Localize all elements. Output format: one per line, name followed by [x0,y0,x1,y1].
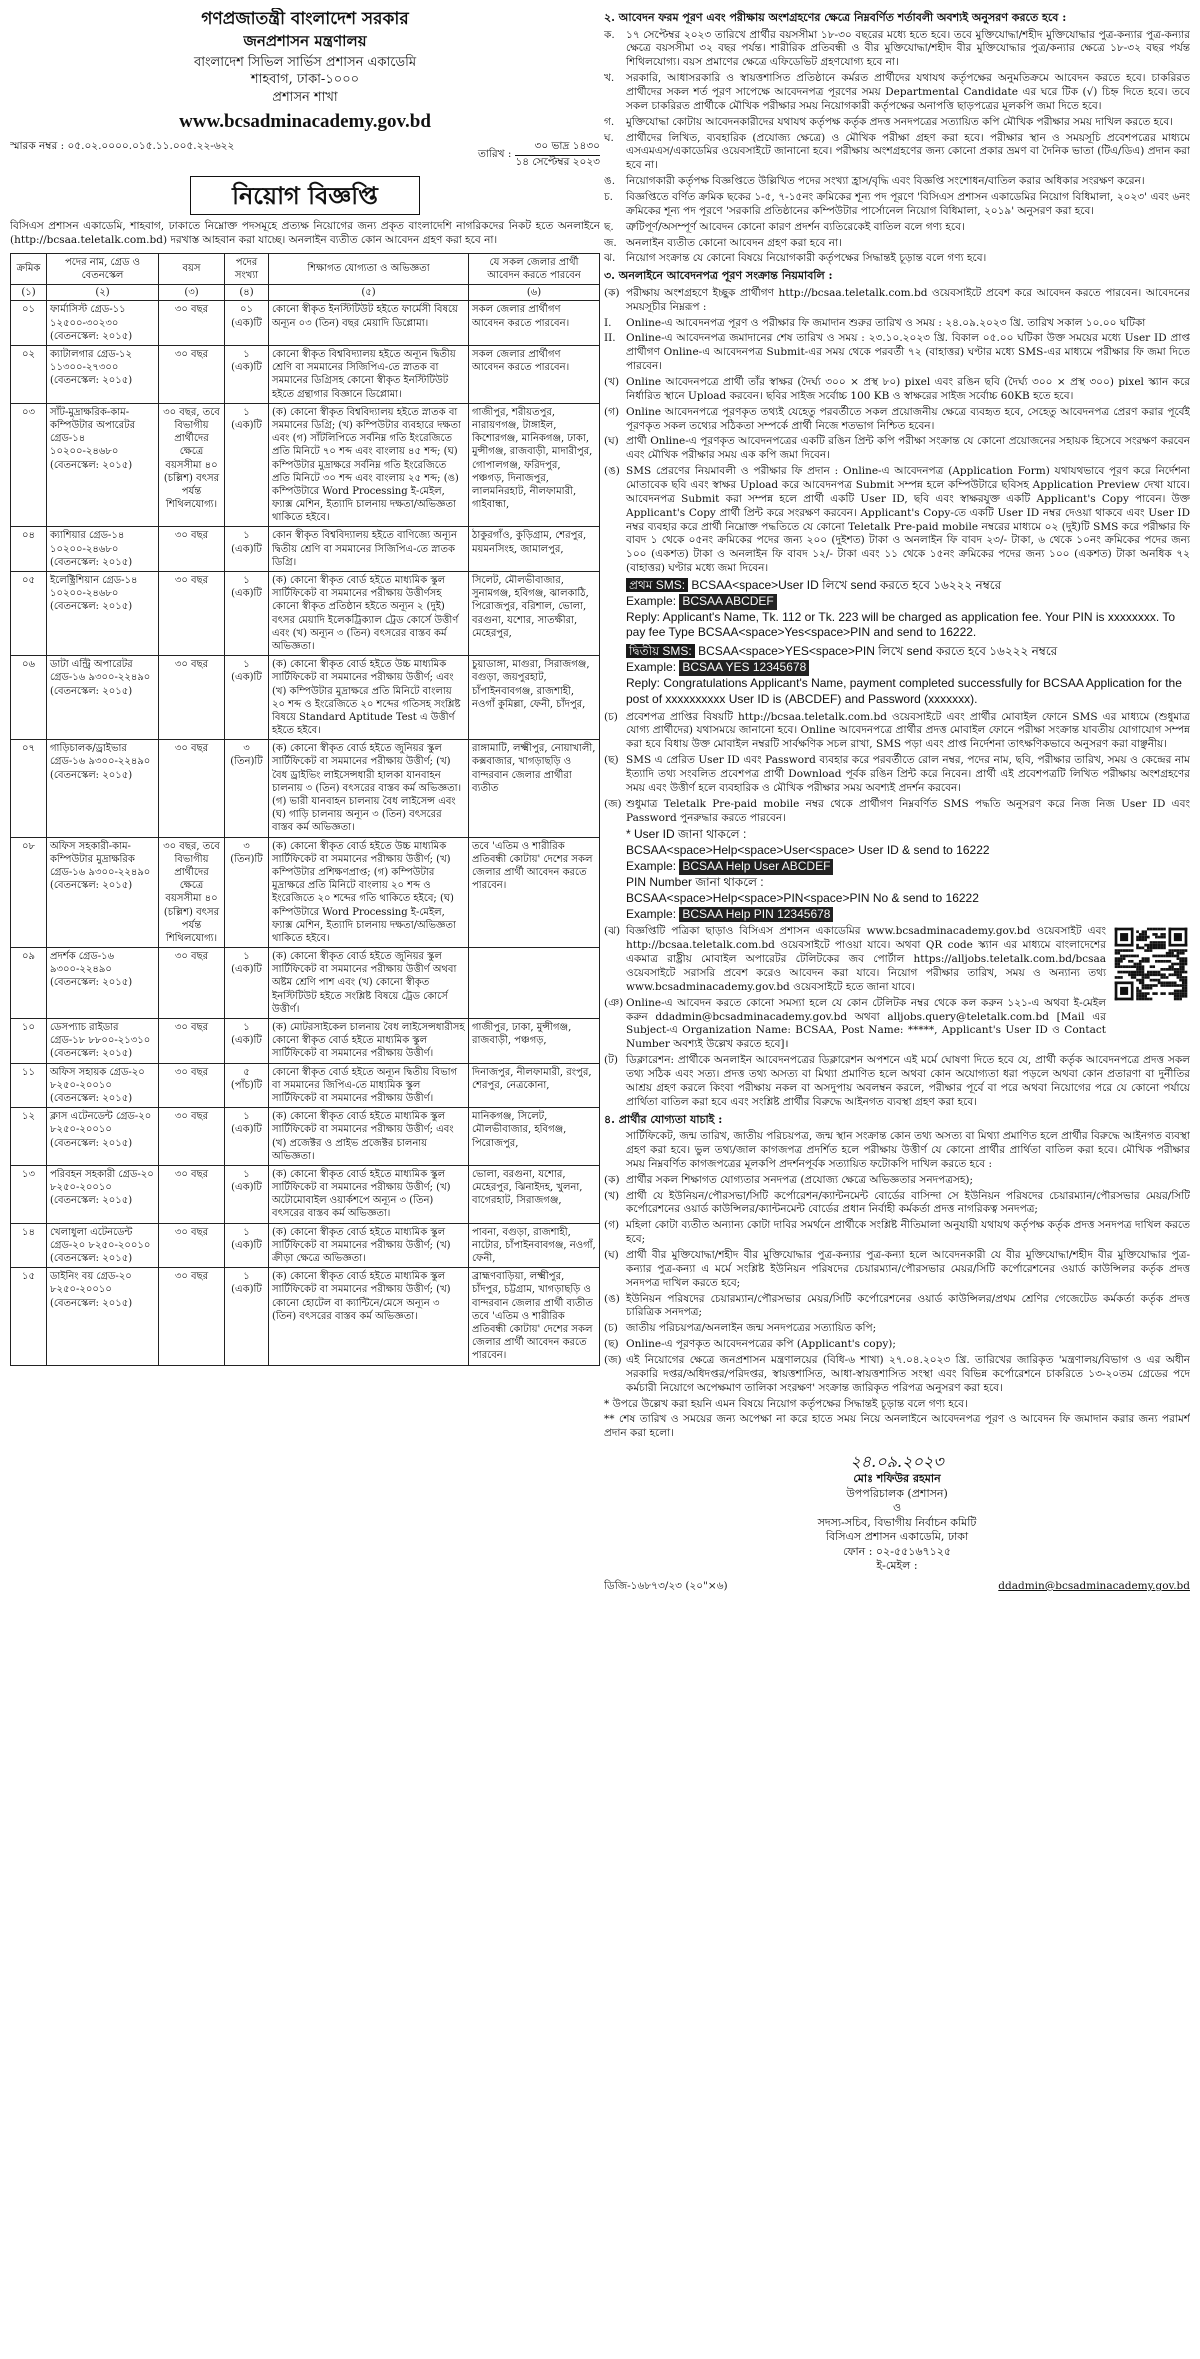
list-item-label: (ছ) [604,754,619,767]
signer-phone: ফোন : ০২-৫৫১৬৭১২৫ [842,1544,952,1558]
colnum: (৩) [159,285,225,301]
list-item [604,1190,1190,1218]
cell-serial: ০৯ [11,948,47,1019]
list-item-text: নিয়োগকারী কর্তৃপক্ষ বিজ্ঞপ্তিতে উল্লিখিত পদের সংখ্যা হ্রাস/বৃদ্ধি এবং বিজ্ঞপ্তি সংশোধন/বাতিল করার অধিকার সংরক্ষণ করেন। [626,175,1145,188]
list-item-label: (ঘ) [604,435,619,448]
header-address: শাহবাগ, ঢাকা-১০০০ [250,72,360,88]
list-item-text: ১৭ সেপ্টেম্বর ২০২৩ তারিখে প্রার্থীর বয়সসীমা ১৮-৩০ বছরের মধ্যে হতে হবে। তবে মুক্তিযোদ্ধা/শহীদ মুক্তিযোদ্ধার পুত্র-কন্যার পুত্র-কন্যার ক্ষেত্রে বয়সসীমা ৩২ বছর পর্যন্ত। শারীরিক প্রতিবন্ধী ও বীর মুক্তিযোদ্ধা/শহীদ বীর মুক্তিযোদ্ধার পুত্র/কন্যার ক্ষেত্রে ১৮-৩২ বছর পর্যন্ত শিথিলযোগ্য। বয়স প্রমাণের ক্ষেত্রে এফিডেভিট গ্রহণযোগ্য হবে না। [626,28,1190,69]
table-row [11,656,600,740]
cell-post: ক্যাটালগার গ্রেড-১২ ১১৩০০-২৭৩০০ (বেতনস্কেল: ২০১৫) [47,346,159,404]
colnum: (৬) [469,285,600,301]
list-item-label: (চ) [604,710,618,723]
list-item [604,237,1190,251]
online-title: ৩. অনলাইনে আবেদনপত্র পূরণ সংক্রান্ত নিয়মাবলি : [604,269,833,283]
list-item-label: চ. [604,190,614,203]
list-item [604,1219,1190,1247]
list-item-label: (ঙ) [604,465,620,478]
header-academy: বাংলাদেশ সিভিল সার্ভিস প্রশাসন একাডেমি [193,55,417,71]
cell-age: ৩০ বছর [159,1108,225,1166]
cell-post: খেলাধুলা এটেনডেন্ট গ্রেড-২০ ৮২৫০-২০০১০ (বেতনস্কেল: ২০১৫) [47,1223,159,1268]
list-item [604,132,1190,174]
list-item-text: SMS এ প্রেরিত User ID এবং Password ব্যবহার করে পরবর্তীতে রোল নম্বর, পদের নাম, ছবি, পরীক্ষার তারিখ, সময় ও কেন্দ্রের নাম ইত্যাদি তথ্য সংবলিত প্রবেশপত্র প্রার্থী Download পূর্বক রঙিন প্রিন্ট করে নিবেন। প্রার্থী এই প্রবেশপত্রটি লিখিত পরীক্ষায় অংশগ্রহণের সময় এবং উত্তীর্ণ হলে ব্যবহারিক ও মৌখিক পরীক্ষার সময় অবশ্যই প্রদর্শন করবেন। [626,754,1190,794]
signer-designation: উপপরিচালক (প্রশাসন) [846,1486,948,1500]
cell-post: ফার্মাসিস্ট গ্রেড-১১ ১২৫০০-৩০২৩০ (বেতনস্কেল: ২০১৫) [47,301,159,346]
online-list-3 [604,925,1190,1109]
cell-serial: ১৪ [11,1223,47,1268]
list-item-text: এই নিয়োগের ক্ষেত্রে জনপ্রশাসন মন্ত্রণালয়ের (বিধি-৬ শাখা) ২৭.০৪.২০২৩ খ্রি. তারিখের জারিকৃত 'মন্ত্রণালয়/বিভাগ ও এর অধীন সরকারি দপ্তর/অধিদপ্তর/পরিদপ্তর, স্বায়ত্তশাসিত, আধা-স্বায়ত্তশাসিত সংস্থা এবং বিভিন্ন কর্পোরেশনে চাকরিতে ১৩-২০তম গ্রেডের পদে কর্মচারী নিয়োগে অপেক্ষমাণ তালিকা সংরক্ষণ' সংক্রান্ত জারিকৃত পরিপত্র অনুসরণ করা হবে। [626,1354,1190,1394]
table-row [11,740,600,837]
list-item [604,29,1190,71]
list-item [604,116,1190,130]
table-row [11,301,600,346]
cell-age: ৩০ বছর [159,656,225,740]
table-row [11,1223,600,1268]
eligibility-intro [604,1130,1190,1172]
cell-count: ১ (এক)টি [225,527,269,572]
list-item-label: গ. [604,115,615,128]
list-item-label: (ঝ) [604,925,621,938]
cell-post: ডাইনিং বয় গ্রেড-২০ ৮২৫০-২০০১০ (বেতনস্কেল: ২০১৫) [47,1268,159,1365]
list-item [604,252,1190,266]
list-item-text: প্রবেশপত্র প্রাপ্তির বিষয়টি http://bcsaa.teletalk.com.bd ওয়েবসাইটে এবং প্রার্থীর মোবাইল ফোনে SMS এর মাধ্যমে (শুধুমাত্র যোগ্য প্রার্থীদের) যথাসময়ে জানানো হবে। Online আবেদনপত্রে প্রার্থীর প্রদত্ত মোবাইল ফোনে পরীক্ষা সংক্রান্ত যাবতীয় যোগাযোগ সম্পন্ন করা হবে বিধায় উক্ত মোবাইল নম্বরটি সার্বক্ষণিক সচল রাখা, SMS পড়া এবং প্রাপ্ত নির্দেশনা তাৎক্ষণিকভাবে অনুসরণ করা বাঞ্ছনীয়। [626,710,1190,751]
list-item-text: প্রার্থী Online-এ পূরণকৃত আবেদনপত্রের একটি রঙিন প্রিন্ট কপি পরীক্ষা সংক্রান্ত যে কোনো প্রয়োজনের সহায়ক হিসেবে সংরক্ষণ করবেন এবং মৌখিক পরীক্ষার সময় এক কপি জমা দিবেন। [626,435,1190,462]
list-item-label: (জ) [604,1354,622,1367]
list-item-label: খ. [604,72,615,85]
cell-post: সাঁট-মুদ্রাক্ষরিক-কাম-কম্পিউটার অপারেটর গ্রেড-১৪ ১০২০০-২৪৬৮০ (বেতনস্কেল: ২০১৫) [47,403,159,527]
list-item-text: প্রার্থী যে ইউনিয়ন/পৌরসভা/সিটি কর্পোরেশন/ক্যান্টনমেন্ট বোর্ডের বাসিন্দা সে ইউনিয়ন পরিষদের চেয়ারম্যান/পৌরসভার মেয়র/সিটি কর্পোরেশনের ওয়ার্ড কাউন্সিলর/ক্যান্টনমেন্ট বোর্ডের প্রধান নির্বাহী কর্মকর্তা প্রদত্ত নাগরিকত্ব সনদপত্র; [626,1189,1190,1216]
list-item [604,376,1190,404]
list-item-text: প্রার্থী বীর মুক্তিযোদ্ধা/শহীদ বীর মুক্তিযোদ্ধার পুত্র-কন্যার পুত্র-কন্যা হলে আবেদনকারী যে বীর মুক্তিযোদ্ধা/শহীদ বীর মুক্তিযোদ্ধার পুত্র-কন্যার পুত্র-কন্যা এ মর্মে সংশ্লিষ্ট ইউনিয়ন পরিষদের চেয়ারম্যান/পৌরসভার মেয়র/সিটি কর্পোরেশনের ওয়ার্ড কাউন্সিলর কর্তৃক প্রদত্ত সনদপত্র দাখিল করতে হবে; [626,1249,1190,1289]
table-row [11,837,600,948]
list-item [604,754,1190,796]
cell-district: পাবনা, বগুড়া, রাজশাহী, নাটোর, চাঁপাইনবাবগঞ্জ, নওগাঁ, ফেনী, [469,1223,600,1268]
date-label: তারিখ : [477,147,512,160]
eligibility-list [604,1174,1190,1396]
cell-age: ৩০ বছর [159,527,225,572]
cell-district: সকল জেলার প্রার্থীগণ আবেদন করতে পারবেন। [469,346,600,404]
signature-block [604,1451,1190,1574]
recovery-user-label: * User ID জানা থাকলে : [626,827,747,842]
cell-qualification: কোনো স্বীকৃত বিশ্ববিদ্যালয় হইতে অন্যূন দ্বিতীয় শ্রেণি বা সমমানের সিজিপিএ-তে স্নাতক বা সমমানের ডিগ্রিসহ কোনো স্বীকৃত ইনস্টিটিউট হইতে গ্রন্থাগার বিজ্ঞানে ডিপ্লোমা। [269,346,469,404]
table-colnum-row [11,285,600,301]
th-qualification: শিক্ষাগত যোগ্যতা ও অভিজ্ঞতা [269,253,469,284]
list-item-label: I. [604,316,612,329]
list-item-label: (খ) [604,1189,620,1202]
list-item-text: Online-এ আবেদনপত্র পূরণ ও পরীক্ষার ফি জমাদান শুরুর তারিখ ও সময় : ২৪.০৯.২০২৩ খ্রি. তারিখ সকাল ১০.০০ ঘটিকা [626,316,1146,329]
list-item-text: জাতীয় পরিচয়পত্র/অনলাইন জন্ম সনদপত্রের সত্যায়িত কপি; [626,1322,877,1335]
cell-district: ভোলা, বরগুনা, যশোর, মেহেরপুর, ঝিনাইদহ, খুলনা, বাগেরহাট, সিরাজগঞ্জ, [469,1165,600,1223]
list-item-text: বিজ্ঞপ্তিতে বর্ণিত ক্রমিক ছকের ১-৫, ৭-১৫নং ক্রমিকের শূন্য পদ পূরণে 'বিসিএস প্রশাসন একাডেমির নিয়োগ বিধিমালা, ২০২৩' এবং ৬নং ক্রমিকের শূন্য পদ পূরণে 'সরকারি প্রতিষ্ঠানের কম্পিউটার পার্সোনেল নিয়োগ বিধিমালা, ২০১৯' অনুসরণ করা হবে। [626,190,1190,217]
cell-age: ৩০ বছর [159,1223,225,1268]
list-item-label: (খ) [604,375,620,388]
cell-post: প্রদর্শক গ্রেড-১৬ ৯৩০০-২২৪৯০ (বেতনস্কেল: ২০১৫) [47,948,159,1019]
recovery-user-example-label: Example: [626,859,677,874]
list-item-label: (জ) [604,797,622,810]
cell-qualification: (ক) কোনো স্বীকৃত বোর্ড হইতে মাধ্যমিক স্কুল সার্টিফিকেট বা সমমানের পরীক্ষায় উত্তীর্ণ; (খ) অটোমোবাইল ওয়ার্কশপে অন্যূন ৩ (তিন) বৎসরের বাস্তব কর্ম অভিজ্ঞতা। [269,1165,469,1223]
cell-age: ৩০ বছর [159,1019,225,1064]
header-government: গণপ্রজাতন্ত্রী বাংলাদেশ সরকার [201,9,409,29]
cell-post: ডেসপ্যাচ রাইডার গ্রেড-১৮ ৮৮০০-২১৩১০ (বেতনস্কেল: ২০১৫) [47,1019,159,1064]
date-box [515,140,600,170]
table-row [11,1063,600,1108]
recovery-block [626,827,1190,922]
cell-serial: ১৫ [11,1268,47,1365]
th-district: যে সকল জেলার প্রার্থী আবেদন করতে পারবেন [469,253,600,284]
memo-row [10,140,600,170]
list-item-label: (ছ) [604,1338,619,1351]
table-row [11,1165,600,1223]
sms-second-cmd: BCSAA<space>YES<space>PIN লিখে send করতে হবে ১৬২২২ নম্বরে [698,644,1058,659]
sms-first-example-label: Example: [626,593,677,608]
notice-title: নিয়োগ বিজ্ঞপ্তি [190,176,420,216]
list-item [604,465,1190,576]
header [10,8,600,134]
cell-age: ৩০ বছর [159,1063,225,1108]
recovery-pin-example: BCSAA Help PIN 12345678 [679,907,833,923]
cell-district: চুয়াডাঙ্গা, মাগুরা, সিরাজগঞ্জ, বগুড়া, জয়পুরহাট, চাঁপাইনবাবগঞ্জ, রাজশাহী, নওগাঁ কুমিল্লা, ফেনী, চাঁদপুর, [469,656,600,740]
table-row [11,403,600,527]
cell-qualification: (ক) মোটরসাইকেল চালনায় বৈধ লাইসেন্সধারীসহ কোনো স্বীকৃত বোর্ড হইতে মাধ্যমিক স্কুল সার্টিফিকেট বা সমমানের পরীক্ষায় উত্তীর্ণ। [269,1019,469,1064]
note-2-text: ** শেষ তারিখ ও সময়ের জন্য অপেক্ষা না করে হাতে সময় নিয়ে অনলাইনে আবেদনপত্র পূরণ ও আবেদন ফি জমাদান করার জন্য পরামর্শ প্রদান করা হলো। [604,1413,1190,1440]
list-item-text: Online-এ আবেদনপত্র জমাদানের শেষ তারিখ ও সময় : ২৩.১০.২০২৩ খ্রি. বিকাল ০৫.০০ ঘটিকা উক্ত সময়ের মধ্যে User ID প্রাপ্ত প্রার্থীগণ Online-এ আবেদনপত্র Submit-এর সময় থেকে পরবর্তী ৭২ (বাহাত্তর) ঘণ্টার মধ্যে SMS-এর মাধ্যমে পরীক্ষার ফি জমা দিতে পারবেন। [626,332,1190,373]
sms-first-cmd: BCSAA<space>User ID লিখে send করতে হবে ১৬২২২ নম্বরে [691,577,1002,592]
cell-district: গাজীপুর, শরীয়তপুর, নারায়ণগঞ্জ, টাঙ্গাইল, কিশোরগঞ্জ, মানিকগঞ্জ, ঢাকা, মুন্সীগঞ্জ, রাজবাড়ী, মাদারীপুর, গোপালগঞ্জ, ফরিদপুর, পঞ্চগড়, দিনাজপুর, লালমনিরহাট, নীলফামারী, গাইবান্ধা, [469,403,600,527]
recovery-user-cmd: BCSAA<space>Help<space>User<space> User ID & send to 16222 [626,843,990,858]
recovery-pin-cmd: BCSAA<space>Help<space>PIN<space>PIN No & send to 16222 [626,890,979,905]
conditions-list [604,29,1190,267]
cell-serial: ০৭ [11,740,47,837]
cell-qualification: (ক) কোনো স্বীকৃত বোর্ড হইতে উচ্চ মাধ্যমিক সার্টিফিকেট বা সমমানের পরীক্ষায় উত্তীর্ণ; এবং (খ) কম্পিউটার মুদ্রাক্ষরে প্রতি মিনিটে বাংলায় ২০ শব্দ ও ইংরেজিতে ২০ শব্দের গতিসহ সংশ্লিষ্ট বিষয়ে Standard Aptitude Test এ উত্তীর্ণ হইতে হইবে। [269,656,469,740]
list-item-text: Online আবেদনপত্রে প্রার্থী তাঁর স্বাক্ষর (দৈর্ঘ্য ৩০০ × প্রস্থ ৮০) pixel এবং রঙিন ছবি (দৈর্ঘ্য ৩০০ × প্রস্থ ৩০০) pixel স্ক্যান করে নির্ধারিত স্থানে Upload করবেন। ছবির সাইজ সর্বোচ্চ 100 KB ও স্বাক্ষরের সাইজ সর্বোচ্চ 60KB হতে হবে। [626,375,1190,402]
cell-post: অফিস সহায়ক গ্রেড-২০ ৮২৫০-২০০১০ (বেতনস্কেল: ২০১৫) [47,1063,159,1108]
cell-qualification: (ক) কোনো স্বীকৃত বোর্ড হইতে জুনিয়র স্কুল সার্টিফিকেট বা সমমানের পরীক্ষায় উত্তীর্ণ অথবা অষ্টম শ্রেণি পাশ এবং (খ) কোনো স্বীকৃত ইনস্টিটিউট হইতে সংশ্লিষ্ট বিষয়ে ট্রেড কোর্সে উত্তীর্ণ। [269,948,469,1019]
cell-district: সিলেট, মৌলভীবাজার, সুনামগঞ্জ, হবিগঞ্জ, ঝালকাঠি, পিরোজপুর, বরিশাল, ভোলা, বরগুনা, যশোর, সাতক্ষীরা, মেহেরপুর, [469,572,600,656]
cell-qualification: (ক) কোনো স্বীকৃত বিশ্ববিদ্যালয় হইতে স্নাতক বা সমমানের ডিগ্রি; (খ) কম্পিউটার ব্যবহারে দক্ষতা এবং (গ) সাঁটলিপিতে সর্বনিম্ন গতি ইংরেজিতে প্রতি মিনিটে ৭০ শব্দ এবং বাংলায় ৪৫ শব্দ; (ঘ) কম্পিউটার মুদ্রাক্ষরে সর্বনিম্ন গতি ইংরেজিতে প্রতি মিনিটে ৩০ শব্দ এবং বাংলায় ২৫ শব্দ; (ঙ) কম্পিউটারে Word Processing ই-মেইল, ফ্যাক্স মেশিন, ইত্যাদি চালনায় দক্ষতা/অভিজ্ঞতা থাকিতে হইবে। [269,403,469,527]
cell-district: ঠাকুরগাঁও, কুড়িগ্রাম, শেরপুর, ময়মনসিংহ, জামালপুর, [469,527,600,572]
cell-serial: ০৩ [11,403,47,527]
cell-serial: ০২ [11,346,47,404]
cell-count: ১ (এক)টি [225,403,269,527]
signature-date: ২৪.০৯.২০২৩ [850,1452,944,1472]
colnum: (২) [47,285,159,301]
list-item-text: শুধুমাত্র Teletalk Pre-paid mobile নম্বর থেকে প্রার্থীগণ নিম্নবর্ণিত SMS পদ্ধতি অনুসরণ করে নিজ নিজ User ID এবং Password পুনরুদ্ধার করতে পারবেন। [626,797,1190,824]
eligibility-title: ৪. প্রার্থীর যোগ্যতা যাচাই : [604,1112,723,1126]
signer-name: মোঃ শফিউর রহমান [853,1472,941,1486]
posts-table-body [11,301,600,1365]
list-item-label: II. [604,332,616,345]
list-item-label: ঝ. [604,252,616,265]
list-item-text: SMS প্রেরণের নিয়মাবলী ও পরীক্ষার ফি প্রদান : Online-এ আবেদনপত্র (Application Form) যথাযথভাবে পূরণ করে নির্দেশনা মোতাবেক ছবি এবং স্বাক্ষর Upload করে আবেদনপত্র Submit সম্পন্ন হলে কম্পিউটারে ছবিসহ Application Preview দেখা যাবে। আবেদনপত্র Submit করা সম্পন্ন হলে প্রার্থী একটি User ID, ছবি এবং স্বাক্ষরযুক্ত একটি Applicant's Copy পাবেন। উক্ত Applicant's Copy প্রার্থী প্রিন্ট করে সংরক্ষণ করবেন। Applicant's Copy-তে একটি User ID নম্বর দেওয়া থাকবে এবং User ID নম্বর ব্যবহার করে প্রার্থী নিম্নোক্ত পদ্ধতিতে যে কোনো Teletalk Pre-paid mobile নম্বরের মাধ্যমে ০২ (দুই)টি SMS করে পরীক্ষার ফি বাবদ ১ থেকে ০৫নং ক্রমিকের পদের জন্য ২০০ (দুইশত) টাকা ও অনলাইন ফি বাবদ ২৩/- টাকা, ৬ থেকে ১০নং ক্রমিকের পদের জন্য ১০০ (একশত) টাকা ও অনলাইন ফি বাবদ ১২/- টাকা এবং ১১ থেকে ১৫নং ক্রমিকের পদের জন্য ১০০ (একশত) টাকা অনধিক ৭২ (বাহাত্তর) ঘণ্টার মধ্যে জমা দিবেন। [626,465,1190,575]
list-item [604,1174,1190,1188]
cell-post: পরিবহন সহকারী গ্রেড-২০ ৮২৫০-২০০১০ (বেতনস্কেল: ২০১৫) [47,1165,159,1223]
header-website[interactable]: www.bcsadminacademy.gov.bd [179,110,431,132]
list-item-label: (ক) [604,286,620,299]
list-item-text: ত্রুটিপূর্ণ/অসম্পূর্ণ আবেদন কোনো কারণ প্রদর্শন ব্যতিরেকেই বাতিল বলে গণ্য হবে। [626,220,965,233]
cell-count: ৫ (পাঁচ)টি [225,1063,269,1108]
cell-serial: ০১ [11,301,47,346]
cell-count: ৩ (তিন)টি [225,837,269,948]
list-item [604,221,1190,235]
eligibility-intro-text: সার্টিফিকেট, জন্ম তারিখ, জাতীয় পরিচয়পত্র, জন্ম স্থান সংক্রান্ত কোন তথ্য অসত্য বা মিথ্যা প্রমাণিত হলে প্রার্থীর বিরুদ্ধে আইনগত ব্যবস্থা গ্রহণ করা হবে। ভুল তথ্য/জাল কাগজপত্র প্রদর্শিত হলে পরীক্ষায় উত্তীর্ণ যে কোনো প্রার্থীর প্রার্থিতা বাতিল করা হবে। মৌখিক পরীক্ষার সময় নিম্নবর্ণিত কাগজপত্রের মূলকপি প্রদর্শনপূর্বক সত্যায়িত ফটোকপি দাখিল করতে হবে : [626,1130,1190,1170]
list-item-text: অনলাইন ব্যতীত কোনো আবেদন গ্রহণ করা হবে না। [626,236,842,249]
cell-district: ব্রাহ্মণবাড়িয়া, লক্ষ্মীপুর, চাঁদপুর, চট্টগ্রাম, খাগড়াছড়ি ও বান্দরবান জেলার প্রার্থী ব্যতীত তবে 'এতিম ও শারীরিক প্রতিবন্ধী কোটায়' দেশের সকল জেলার প্রার্থী আবেদন করতে পারবেন। [469,1268,600,1365]
cell-post: অফিস সহকারী-কাম-কম্পিউটার মুদ্রাক্ষরিক গ্রেড-১৬ ৯৩০০-২২৪৯০ (বেতনস্কেল: ২০১৫) [47,837,159,948]
list-item-text: প্রার্থীদের লিখিত, ব্যবহারিক (প্রযোজ্য ক্ষেত্রে) ও মৌখিক পরীক্ষা গ্রহণ করা হবে। পরীক্ষার স্থান ও সময়সূচি প্রবেশপত্রের মাধ্যমে এসএমএস/একাডেমির ওয়েবসাইটে জানানো হবে। পরীক্ষায় অংশগ্রহণের জন্য কোনো প্রকার ভ্রমণ বা দৈনিক ভাতা (টিএ/ডিএ) প্রদান করা হবে না। [626,131,1190,172]
list-item-text: বিজ্ঞপ্তিটি পত্রিকা ছাড়াও বিসিএস প্রশাসন একাডেমির www.bcsadminacademy.gov.bd ওয়েবসাইট এবং http://bcsaa.teletalk.com.bd ওয়েবসাইটে পাওয়া যাবে। অথবা QR code স্ক্যান এর মাধ্যমে বাংলাদেশের একমাত্র রাষ্ট্রীয় মোবাইল অপারেটর টেলিটকের জব পোর্টাল https://alljobs.teletalk.com.bd/bcsaa ওয়েবসাইটে সরাসরি প্রবেশ করেও আবেদন করা যাবে। নিয়োগ পরীক্ষার তারিখ, সময় ও অন্যান্য তথ্য www.bcsadminacademy.gov.bd ওয়েবসাইটে হতে জানা যাবে। [626,925,1106,993]
cell-qualification: (ক) কোনো স্বীকৃত বোর্ড হইতে জুনিয়র স্কুল সার্টিফিকেট বা সমমানের পরীক্ষায় উত্তীর্ণ; (খ) বৈধ ড্রাইভিং লাইসেন্সধারী হালকা যানবাহন চালনায় ৩ (তিন) বৎসরের বাস্তব কর্ম অভিজ্ঞতা। (গ) ভারী যানবাহন চালনায় বৈধ লাইসেন্স এবং (ঘ) গাড়ি চালনায় অন্যূন ৩ (তিন) বৎসরের বাস্তব কর্ম অভিজ্ঞতা। [269,740,469,837]
cell-post: গাড়িচালক/ড্রাইভার গ্রেড-১৬ ৯৩০০-২২৪৯০ (বেতনস্কেল: ২০১৫) [47,740,159,837]
list-item-text: মহিলা কোটা ব্যতীত অন্যান্য কোটা দাবির সমর্থনে প্রার্থীকে সংশ্লিষ্ট নীতিমালা অনুযায়ী যথাযথ কর্তৃপক্ষ কর্তৃক প্রদত্ত সনদপত্র দাখিল করতে হবে; [626,1219,1190,1246]
list-item-text: Online-এ আবেদন করতে কোনো সমস্যা হলে যে কোন টেলিটক নম্বর থেকে কল করুন ১২১-এ অথবা ই-মেইল করুন ddadmin@bcsadminacademy.gov.bd অথবা alljobs.query@teletalk.com.bd [Mail এর Subject-এ Organization Name: BCSAA, Post Name: *****, Applicant's User ID ও Contact Number অবশ্যই উল্লেখ করতে হবে]। [626,996,1106,1051]
list-item-label: (গ) [604,405,620,418]
table-row [11,527,600,572]
table-row [11,346,600,404]
sms-second-example: BCSAA YES 12345678 [679,660,809,676]
online-list-2 [604,711,1190,826]
cell-serial: ১১ [11,1063,47,1108]
list-item [604,1249,1190,1291]
list-item [604,1322,1190,1336]
sms-first-label: প্রথম SMS: [626,578,688,592]
th-serial: ক্রমিক [11,253,47,284]
table-row [11,572,600,656]
cell-age: ৩০ বছর, তবে বিভাগীয় প্রার্থীদের ক্ষেত্রে বয়সসীমা ৪০ (চল্লিশ) বৎসর পর্যন্ত শিথিলযোগ্য। [159,837,225,948]
cell-qualification: কোন স্বীকৃত বিশ্ববিদ্যালয় হইতে বাণিজ্যে অন্যূন দ্বিতীয় শ্রেণি বা সমমানের সিজিপিএ-তে স্নাতক ডিগ্রি। [269,527,469,572]
cell-count: ০১ (এক)টি [225,301,269,346]
list-item-text: ডিক্লারেশন: প্রার্থীকে অনলাইন আবেদনপত্রের ডিক্লারেশন অপশনে এই মর্মে ঘোষণা দিতে হবে যে, প্রার্থী কর্তৃক আবেদনপত্রে প্রদত্ত সকল তথ্য সঠিক এবং সত্য। প্রদত্ত তথ্য অসত্য বা মিথ্যা প্রমাণিত হলে অথবা কোন অযোগ্যতা ধরা পড়লে অথবা কোন প্রতারণা বা দুর্নীতির আশ্রয় গ্রহণ করলে কিংবা পরীক্ষায় নকল বা অসদুপায় অবলম্বন করলে, পরীক্ষার পূর্বে বা পরে অথবা নিয়োগের পরে যে কোনো পর্যায়ে প্রার্থিতা বাতিল করা হবে এবং সংশ্লিষ্ট প্রার্থীর বিরুদ্ধে আইনগত ব্যবস্থা গ্রহণ করা হবে। [626,1054,1190,1108]
cell-age: ৩০ বছর, তবে বিভাগীয় প্রার্থীদের ক্ষেত্রে বয়সসীমা ৪০ (চল্লিশ) বৎসর পর্যন্ত শিথিলযোগ্য। [159,403,225,527]
list-item [604,1338,1190,1352]
signer-role: সদস্য-সচিব, বিভাগীয় নির্বাচন কমিটি [817,1515,977,1529]
th-age: বয়স [159,253,225,284]
list-item [604,406,1190,434]
cell-district: দিনাজপুর, নীলফামারী, রংপুর, শেরপুর, নেত্রকোনা, [469,1063,600,1108]
sms-second-example-label: Example: [626,660,677,675]
list-item-label: (ট) [604,1054,618,1067]
header-ministry: জনপ্রশাসন মন্ত্রণালয় [243,32,367,51]
list-item-text: সরকারি, আধাসরকারি ও স্বায়ত্তশাসিত প্রতিষ্ঠানে কর্মরত প্রার্থীদের যথাযথ কর্তৃপক্ষের অনুমতিক্রমে আবেদন করতে হবে। চাকরিরত প্রার্থীদের সকল শর্ত পূরণ সাপেক্ষে আবেদনপত্র পূরণের সময় Departmental Candidate এর ঘরে টিক (√) চিহ্ন দিতে হবে। তবে সকল চাকরিরত প্রার্থীকে মৌখিক পরীক্ষার সময় নিয়োগকারী কর্তৃপক্ষের অনাপত্তি ছাড়পত্রের মূলকপি জমা দিতে হবে। [626,72,1190,112]
cell-district: রাঙ্গামাটি, লক্ষ্মীপুর, নোয়াখালী, কক্সবাজার, খাগড়াছড়ি ও বান্দরবান জেলার প্রার্থীরা ব্যতীত [469,740,600,837]
list-item-label: (ঙ) [604,1292,620,1305]
cell-age: ৩০ বছর [159,1165,225,1223]
list-item-text: ইউনিয়ন পরিষদের চেয়ারম্যান/পৌরসভার মেয়র/সিটি কর্পোরেশনের ওয়ার্ড কাউন্সিলর/প্রথম শ্রেণির গেজেটেড কর্মকর্তা কর্তৃক প্রদত্ত চারিত্রিক সনদপত্র; [626,1292,1190,1319]
sms-first-block [626,578,1190,641]
cell-count: ১ (এক)টি [225,1019,269,1064]
list-item-label: (ঘ) [604,1249,619,1261]
list-item [604,798,1190,826]
sms-second-label: দ্বিতীয় SMS: [626,644,695,658]
list-item [604,997,1106,1052]
list-item [604,317,1190,331]
list-item [604,925,1106,994]
cell-count: ১ (এক)টি [225,572,269,656]
cell-qualification: (ক) কোনো স্বীকৃত বোর্ড হইতে মাধ্যমিক স্কুল সার্টিফিকেট বা সমমানের পরীক্ষায় উত্তীর্ণ; (খ) ক্রীড়া ক্ষেত্রে অভিজ্ঞতা। [269,1223,469,1268]
cell-qualification: (ক) কোনো স্বীকৃত বোর্ড হইতে মাধ্যমিক স্কুল সার্টিফিকেট বা সমমানের পরীক্ষায় উত্তীর্ণসহ কোনো স্বীকৃত প্রতিষ্ঠান হইতে অন্যূন ২ (দুই) বৎসর মেয়াদি ইলেকট্রিক্যাল ট্রেড কোর্সে উত্তীর্ণ এবং (খ) অন্যূন ৩ (তিন) বৎসরের বাস্তব কর্ম অভিজ্ঞতা। [269,572,469,656]
list-item-label: ঙ. [604,175,616,188]
cell-count: ১ (এক)টি [225,346,269,404]
th-count: পদের সংখ্যা [225,253,269,284]
cell-age: ৩০ বছর [159,1268,225,1365]
cell-post: ক্লাস এটেনডেন্ট গ্রেড-২০ ৮২৫০-২০০১০ (বেতনস্কেল: ২০১৫) [47,1108,159,1166]
table-row [11,1268,600,1365]
cell-district: তবে 'এতিম ও শারীরিক প্রতিবন্ধী কোটায়' দেশের সকল জেলার প্রার্থী আবেদন করতে পারবেন। [469,837,600,948]
sms-first-reply: Reply: Applicant's Name, Tk. 112 or Tk. 223 will be charged as application fee. Your PIN is xxxxxxxx. To pay fee Type BCSAA<space>Yes<space>PIN and send to 16222. [626,609,1176,640]
cell-age: ৩০ বছর [159,301,225,346]
note-2 [604,1413,1190,1441]
list-item-label: (চ) [604,1322,618,1335]
table-row [11,1019,600,1064]
cell-count: ১ (এক)টি [225,1108,269,1166]
list-item [604,287,1190,315]
signer-office: বিসিএস প্রশাসন একাডেমি, ঢাকা [825,1530,969,1544]
note-1 [604,1398,1190,1412]
list-item-label: (ক) [604,1173,620,1186]
online-list [604,287,1190,576]
left-column [10,8,600,2353]
cell-district: সকল জেলার প্রার্থীগণ আবেদন করতে পারবেন। [469,301,600,346]
cell-post: ক্যাশিয়ার গ্রেড-১৪ ১০২০০-২৪৬৮০ (বেতনস্কেল: ২০১৫) [47,527,159,572]
cell-post: ডাটা এন্ট্রি অপারেটর গ্রেড-১৬ ৯৩০০-২২৪৯০ (বেতনস্কেল: ২০১৫) [47,656,159,740]
cell-qualification: (ক) কোনো স্বীকৃত বোর্ড হইতে মাধ্যমিক স্কুল সার্টিফিকেট বা সমমানের পরীক্ষায় উত্তীর্ণ; এবং (খ) প্রজেক্টর ও প্রাইভ প্রজেক্টর চালনায় অভিজ্ঞতা। [269,1108,469,1166]
cell-qualification: (ক) কোনো স্বীকৃত বোর্ড হইতে মাধ্যমিক স্কুল সার্টিফিকেট বা সমমানের পরীক্ষায় উত্তীর্ণ; (খ) কোনো হোটেল বা ক্যান্টিনে/মেসে অন্যূন ৩ (তিন) বৎসরের বাস্তব কর্ম অভিজ্ঞতা। [269,1268,469,1365]
colnum: (৪) [225,285,269,301]
cell-serial: ১২ [11,1108,47,1166]
colnum: (১) [11,285,47,301]
right-column [604,8,1190,2353]
list-item [604,191,1190,219]
date-bangla: ৩০ ভাদ্র ১৪৩০ [515,140,600,156]
cell-age: ৩০ বছর [159,346,225,404]
cell-serial: ১৩ [11,1165,47,1223]
cell-serial: ০৮ [11,837,47,948]
footer-row [604,1580,1190,1594]
cell-district: মানিকগঞ্জ, সিলেট, মৌলভীবাজার, হবিগঞ্জ, পিরোজপুর, [469,1108,600,1166]
sms-first-example: BCSAA ABCDEF [679,594,776,610]
cell-district: গাজীপুর, ঢাকা, মুন্সীগঞ্জ, রাজবাড়ী, পঞ্চগড়, [469,1019,600,1064]
list-item-label: জ. [604,236,617,249]
note-1-text: * উপরে উল্লেখ করা হয়নি এমন বিষয়ে নিয়োগ কর্তৃপক্ষের সিদ্ধান্তই চূড়ান্ত বলে গণ্য হবে। [604,1397,968,1410]
list-item [604,435,1190,463]
posts-table [10,253,600,1366]
recovery-pin-example-label: Example: [626,906,677,921]
cell-count: ৩ (তিন)টি [225,740,269,837]
signer-and: ও [892,1501,902,1515]
cell-district [469,948,600,1019]
cell-serial: ০৫ [11,572,47,656]
signer-email-label: ই-মেইল : [876,1559,918,1573]
list-item-text: মুক্তিযোদ্ধা কোটায় আবেদনকারীদের যথাযথ কর্তৃপক্ষ কর্তৃক প্রদত্ত সনদপত্রের সত্যায়িত কপি মৌখিক পরীক্ষার সময় দাখিল করতে হবে। [626,115,1173,128]
cell-age: ৩০ বছর [159,572,225,656]
list-item [604,175,1190,189]
list-item-label: ক. [604,28,615,41]
cell-count: ১ (এক)টি [225,1268,269,1365]
list-item [604,711,1190,753]
list-item-text: প্রার্থীর সকল শিক্ষাগত যোগ্যতার সনদপত্র (প্রযোজ্য ক্ষেত্রে অভিজ্ঞতার সনদপত্রসহ); [626,1173,974,1186]
sms-second-block [626,644,1190,707]
list-item [604,1293,1190,1321]
cell-count: ১ (এক)টি [225,1165,269,1223]
cell-count: ১ (এক)টি [225,1223,269,1268]
date-group [478,140,600,170]
cell-serial: ০৪ [11,527,47,572]
table-row [11,1108,600,1166]
list-item-label: ছ. [604,220,614,233]
list-item-text: Online-এ পূরণকৃত আবেদনপত্রের কপি (Applicant's copy); [626,1338,896,1351]
cell-age: ৩০ বছর [159,740,225,837]
header-branch: প্রশাসন শাখা [272,89,338,105]
cell-serial: ০৬ [11,656,47,740]
table-header-row [11,253,600,284]
conditions-title: ২. আবেদন ফরম পূরণ এবং পরীক্ষায় অংশগ্রহণের ক্ষেত্রে নিম্নবর্ণিত শর্তাবলী অবশ্যই অনুসরণ করতে হবে : [604,11,1067,24]
cell-post: ইলেক্ট্রিশিয়ান গ্রেড-১৪ ১০২০০-২৪৬৮০ (বেতনস্কেল: ২০১৫) [47,572,159,656]
th-post: পদের নাম, গ্রেড ও বেতনস্কেল [47,253,159,284]
cell-serial: ১০ [11,1019,47,1064]
cell-qualification: কোনো স্বীকৃত বোর্ড হইতে অন্যূন দ্বিতীয় বিভাগ বা সমমানের জিপিএ-তে মাধ্যমিক স্কুল সার্টিফিকেট বা সমমানের পরীক্ষায় উত্তীর্ণ। [269,1063,469,1108]
footer-code: ডিজি-১৬৮৭৩/২৩ (২০"×৬) [604,1579,728,1592]
list-item-text: পরীক্ষায় অংশগ্রহণে ইচ্ছুক প্রার্থীগণ http://bcsaa.teletalk.com.bd ওয়েবসাইটে প্রবেশ করে আবেদন করতে পারবেন। আবেদনের সময়সূচীর নিম্নরূপ : [626,286,1190,313]
colnum: (৫) [269,285,469,301]
recovery-user-example: BCSAA Help User ABCDEF [679,859,833,875]
cell-qualification: (ক) কোনো স্বীকৃত বোর্ড হইতে উচ্চ মাধ্যমিক সার্টিফিকেট বা সমমানের পরীক্ষায় উত্তীর্ণ; (খ) কম্পিউটার প্রশিক্ষণপ্রাপ্ত; (গ) কম্পিউটার মুদ্রাক্ষরে প্রতি মিনিটে বাংলায় ২০ শব্দ ও ইংরেজিতে ২০ শব্দের গতি থাকিতে হইবে; (ঘ) কম্পিউটারে Word Processing ই-মেইল, ফ্যাক্স মেশিন, ইত্যাদি চালনায় দক্ষতা/অভিজ্ঞতা থাকিতে হইবে। [269,837,469,948]
list-item [604,332,1190,374]
qr-code-icon[interactable] [1112,925,1190,1003]
date-english: ১৪ সেপ্টেম্বর ২০২৩ [515,155,600,168]
list-item-text: Online আবেদনপত্রে পূরণকৃত তথ্যই যেহেতু পরবর্তীতে সকল প্রয়োজনীয় ক্ষেত্রে ব্যবহৃত হবে, সেহেতু আবেদনপত্র প্রেরণ করার পূর্বেই পূরণকৃত সকল তথ্যের সঠিকতা সম্পর্কে প্রার্থী নিজে শতভাগ নিশ্চিত হবেন। [626,405,1190,432]
cell-age: ৩০ বছর [159,948,225,1019]
signer-email[interactable]: ddadmin@bcsadminacademy.gov.bd [998,1579,1190,1592]
sms-second-reply: Reply: Congratulations Applicant's Name, payment completed successfully for BCSAA Application for the post of xxxxxxxxxx User ID is (ABCDEF) and Password (xxxxxxx). [626,675,1182,706]
recovery-pin-label: PIN Number জানা থাকলে : [626,874,764,889]
list-item [604,1054,1190,1109]
intro-paragraph: বিসিএস প্রশাসন একাডেমি, শাহবাগ, ঢাকাতে নিম্নোক্ত পদসমূহে প্রত্যক্ষ নিয়োগের জন্য প্রকৃত বাংলাদেশি নাগরিকদের নিকট হতে অনলাইনে (http://bcsaa.teletalk.com.bd) দরখাস্ত আহবান করা যাচ্ছে। অনলাইন ব্যতীত কোন আবেদন গ্রহণ করা হবে না। [10,220,600,247]
table-row [11,948,600,1019]
list-item-label: (ঞ) [604,996,624,1009]
list-item-label: (গ) [604,1219,620,1232]
cell-count: ১ (এক)টি [225,948,269,1019]
list-item [604,72,1190,114]
list-item [604,1354,1190,1396]
cell-count: ১ (এক)টি [225,656,269,740]
cell-qualification: কোনো স্বীকৃত ইনস্টিটিউট হইতে ফার্মেসী বিষয়ে অন্যূন ০৩ (তিন) বছর মেয়াদি ডিপ্লোমা। [269,301,469,346]
list-item-text: নিয়োগ সংক্রান্ত যে কোনো বিষয়ে নিয়োগকারী কর্তৃপক্ষের সিদ্ধান্তই চূড়ান্ত বলে গণ্য হবে। [626,252,987,265]
list-item-label: ঘ. [604,131,614,144]
memo-number: স্মারক নম্বর : ০৫.০২.০০০০.০১৫.১১.০০৫.২২-৬২২ [10,139,235,152]
